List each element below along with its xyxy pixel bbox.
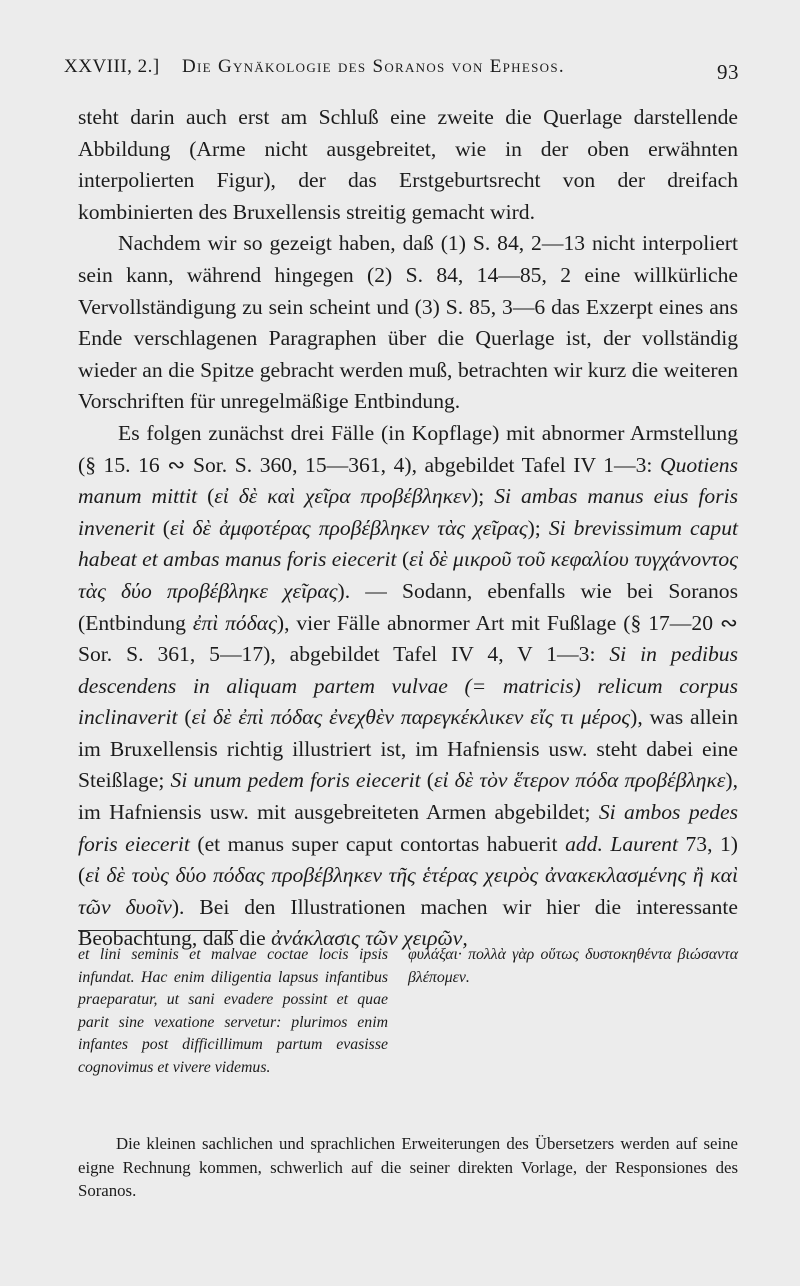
footnote-note: Die kleinen sachlichen und sprachlichen Erweiterungen des Übersetzers werden auf seine eigne Rechnung kommen, schwerlich auf die seiner direkten Vorlage, der Responsiones des Soranos. [78, 1134, 738, 1200]
footnote-rule [78, 930, 238, 931]
latin-quote: Si unum pedem foris eiecerit [170, 768, 421, 793]
latin-quote: Quotiens manum mittit [78, 452, 738, 509]
footnote-greek-column: φυλάξαι· πολλὰ γὰρ οὕτως δυστοκηθέντα βιώσαντα βλέπομεν. [408, 946, 738, 986]
text-run: ( [197, 484, 215, 509]
running-header [64, 56, 739, 86]
text-run: ). Bei den Illustrationen machen wir hier die interessante Beobachtung, daß die [78, 894, 738, 951]
text-run: ( [396, 547, 410, 572]
text-run: ( [420, 768, 434, 793]
running-title: Die Gynäkologie des Soranos von Ephesos. [182, 56, 565, 77]
latin-quote: Si brevissimum caput habeat et ambas manus foris eiecerit [78, 515, 738, 572]
footnote-latin-column: et lini seminis et malvae coctae locis ipsis infundat. Hac enim diligentia lapsus infantibus praeparatur, ut sani evadere possint et quae parit sine vexatione servetur: plurimos enim infantes post difficillimum partum evasisse cognovimus et vivere videmus. [78, 946, 388, 1076]
text-run: ); [471, 484, 495, 509]
text-run: ), vier Fälle abnormer Art mit Fußlage (§ 17—20 ∾ Sor. S. 361, 5—17), abgebildet Tafel IV 4, V 1—3: [78, 610, 738, 667]
greek-quote: ἀνάκλασις τῶν χειρῶν, [271, 926, 468, 951]
paragraph-1: steht darin auch erst am Schluß eine zweite die Querlage darstellende Abbildung (Arme nicht ausgebreitet, wie in der oben erwähnten interpolierten Figur), der das Erstgeburtsrecht von der dreifach kombinierten des Bruxellensis streitig gemacht wird. [78, 105, 738, 224]
text-run: ), was allein im Bruxellensis richtig illustriert ist, im Hafniensis usw. steht dabei eine Steißlage; [78, 705, 739, 793]
text-run: ), im Hafniensis usw. mit ausgebreiteten Armen abgebildet; [78, 768, 738, 825]
greek-quote: εἰ δὲ τὸν ἕτερον πόδα προβέβληκε [434, 768, 726, 793]
greek-quote: εἰ δὲ τοὺς δύο πόδας προβέβληκεν τῆς ἑτέρας χειρὸς ἀνακεκλασμένης ἢ καὶ τῶν δυοῖν [78, 863, 738, 919]
text-run: 73, 1) ( [78, 831, 738, 888]
main-text [78, 102, 738, 955]
text-run: ). — Sodann, ebenfalls wie bei Soranos (Entbindung [78, 578, 738, 635]
text-run: Es folgen zunächst drei Fälle (in Kopflage) mit abnormer Armstellung (§ 15. 16 ∾ Sor. S. 360, 15—361, 4), abgebildet Tafel IV 1—3: [78, 420, 738, 477]
latin-quote: Si ambos pedes foris eiecerit [78, 800, 739, 856]
paragraph-3 [78, 418, 738, 955]
greek-quote: ἐπὶ πόδας [192, 610, 277, 635]
greek-quote: εἰ δὲ μικροῦ τοῦ κεφαλίου τυγχάνοντος τὰς δύο προβέβληκε χεῖρας [78, 547, 738, 603]
text-run: (et manus super caput contortas habuerit [189, 831, 566, 856]
section-reference: XXVIII, 2.] [64, 56, 160, 77]
text-run: ( [177, 705, 192, 730]
footnote-columns [78, 944, 738, 1122]
greek-quote: εἰ δὲ καὶ χεῖρα προβέβληκεν [214, 484, 472, 509]
greek-quote: εἰ δὲ ἀμφοτέρας προβέβληκεν τὰς χεῖρας [169, 515, 528, 540]
text-run: ); [527, 515, 549, 540]
paragraph-2: Nachdem wir so gezeigt haben, daß (1) S. 84, 2—13 nicht interpoliert sein kann, während hingegen (2) S. 84, 14—85, 2 eine willkürliche Vervollständigung zu sein scheint und (3) S. 85, 3—6 das Exzerpt eines ans Ende verschlagenen Paragraphen über die Querlage ist, der vollständig wieder an die Spitze gebracht werden muß, betrachten wir kurz die weiteren Vorschriften für unregelmäßige Entbindung. [78, 231, 738, 414]
text-run: ( [154, 515, 170, 540]
latin-quote: add. Laurent [565, 831, 678, 856]
page-number: 93 [717, 60, 739, 84]
latin-quote: Si ambas manus eius foris invenerit [78, 484, 739, 540]
latin-quote: Si in pedibus descendens in aliquam partem vulvae (= matricis) relicum corpus inclinaverit [78, 642, 738, 730]
footnotes [78, 944, 738, 1219]
greek-quote: εἰ δὲ ἐπὶ πόδας ἐνεχθὲν παρεγκέκλικεν εἴς τι μέρος [191, 705, 631, 730]
